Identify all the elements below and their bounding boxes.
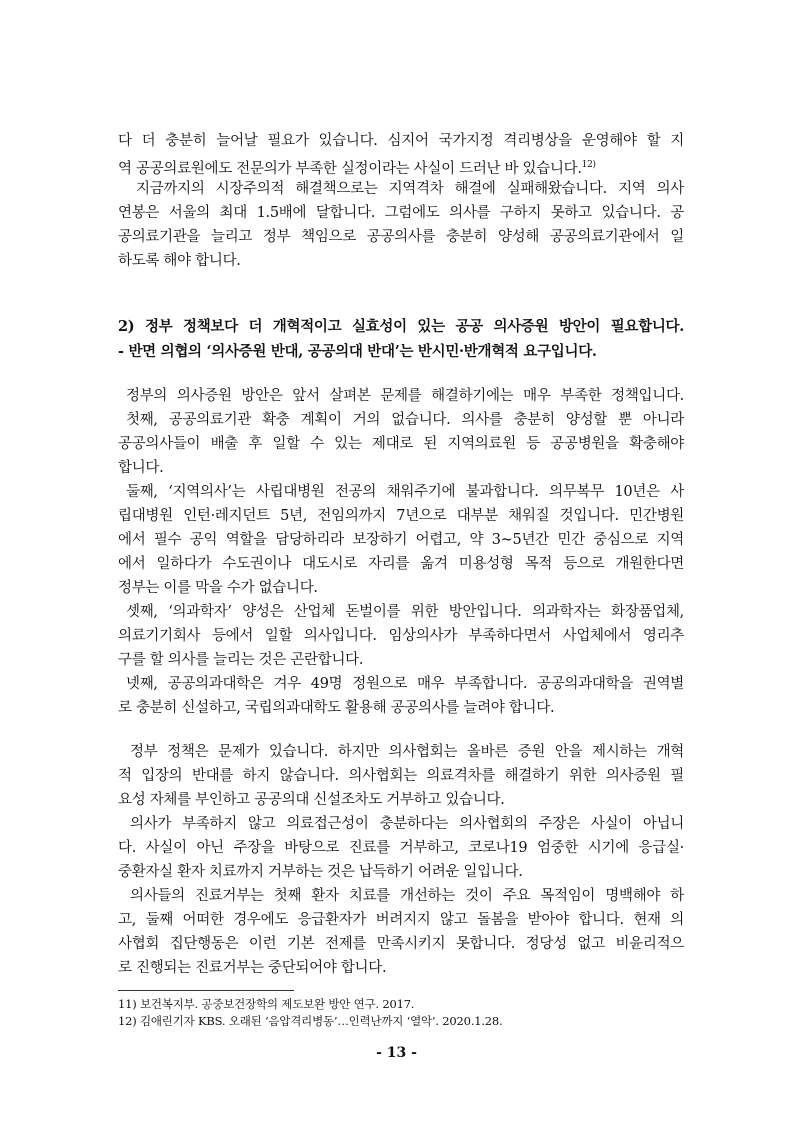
body-text: 역 공공의료원에도 전문의가 부족한 실정이라는 사실이 드러난 바 있습니다.	[118, 161, 582, 177]
body-text-line: 지금까지의 시장주의적 해결책으로는 지역격차 해결에 실패해왔습니다. 지역 의사	[136, 181, 684, 197]
body-text-line: 연봉은 서울의 최대 1.5배에 달합니다. 그럼에도 의사를 구하지 못하고 있습니다. 공	[118, 205, 684, 221]
body-text-line: 정부 정책은 문제가 있습니다. 하지만 의사협회는 올바른 증원 안을 제시하는 개혁	[130, 744, 684, 760]
body-text-line: 립대병원 인턴·레지던트 5년, 전임의까지 7년으로 대부분 채워질 것입니다. 민간병원	[118, 508, 684, 524]
body-text-line	[118, 153, 684, 177]
body-text-line: 로 충분히 신설하고, 국립의과대학도 활용해 공공의사를 늘려야 합니다.	[118, 700, 555, 716]
body-text-line: 고, 둘째 어떠한 경우에도 응급환자가 버려지지 않고 돌봄을 받아야 합니다. 현재 의	[118, 912, 684, 928]
body-text-line: 첫째, 공공의료기관 확충 계획이 거의 없습니다. 의사를 충분히 양성할 뿐 아니라	[126, 412, 684, 428]
section-subheading: - 반면 의협의 ‘의사증원 반대, 공공의대 반대’는 반시민·반개혁적 요구입니다.	[118, 343, 597, 360]
body-text-line: 공공의사들이 배출 후 일할 수 있는 제대로 된 지역의료원 등 공공병원을 확충해야	[118, 436, 684, 452]
body-text-line: 의사들의 진료거부는 첫째 환자 치료를 개선하는 것이 주요 목적임이 명백해야 하	[130, 888, 684, 904]
body-text-line: 다. 사실이 아닌 주장을 바탕으로 진료를 거부하고, 코로나19 엄중한 시기에 응급실·	[118, 840, 684, 856]
footnote-ref: 12)	[581, 160, 596, 170]
body-text-line: 구를 할 의사를 늘리는 것은 곤란합니다.	[118, 652, 364, 668]
body-text-line: 셋째, ‘의과학자’ 양성은 산업체 돈벌이를 위한 방안입니다. 의과학자는 화장품업체,	[126, 604, 684, 620]
body-text-line: 로 진행되는 진료거부는 중단되어야 합니다.	[118, 960, 387, 976]
page-number: - 13 -	[376, 1045, 417, 1061]
footnote-11: 11) 보건복지부. 공중보건장학의 제도보완 방안 연구. 2017.	[118, 997, 415, 1011]
body-text-line: 정부의 의사증원 방안은 앞서 살펴본 문제를 해결하기에는 매우 부족한 정책입니다.	[126, 388, 684, 404]
body-text-line: 넷째, 공공의과대학은 겨우 49명 정원으로 매우 부족합니다. 공공의과대학을 권역별	[126, 676, 684, 692]
body-text-line: 정부는 이를 막을 수가 없습니다.	[118, 580, 318, 596]
body-text-line: 하도록 해야 합니다.	[118, 253, 241, 269]
body-text-line: 요성 자체를 부인하고 공공의대 신설조차도 거부하고 있습니다.	[118, 792, 505, 808]
body-text-line: 의사가 부족하지 않고 의료접근성이 충분하다는 의사협회의 주장은 사실이 아닙니	[130, 816, 684, 832]
body-text-line: 에서 일하다가 수도권이나 대도시로 자리를 옮겨 미용성형 목적 등으로 개원한다면	[118, 556, 684, 572]
body-text-line: 중환자실 환자 치료까지 거부하는 것은 납득하기 어려운 일입니다.	[118, 864, 523, 880]
footnote-divider	[118, 990, 294, 991]
body-text-line: 공의료기관을 늘리고 정부 책임으로 공공의사를 충분히 양성해 공공의료기관에서 일	[118, 229, 684, 245]
body-text-line: 다 더 충분히 늘어날 필요가 있습니다. 심지어 국가지정 격리병상을 운영해야 할 지	[118, 133, 684, 149]
body-text-line: 사협회 집단행동은 이런 기본 전제를 만족시키지 못합니다. 정당성 없고 비윤리적으	[118, 936, 684, 952]
body-text-line: 적 입장의 반대를 하지 않습니다. 의사협회는 의료격차를 해결하기 위한 의사증원 필	[118, 768, 684, 784]
body-text-line: 합니다.	[118, 460, 164, 476]
section-heading: 2) 정부 정책보다 더 개혁적이고 실효성이 있는 공공 의사증원 방안이 필요합니다.	[118, 318, 684, 335]
footnote-12: 12) 김애린기자 KBS. 오래된 ‘음압격리병동’…인력난까지 ‘열악’. 2020.1.28.	[118, 1014, 503, 1028]
body-text-line: 둘째, ‘지역의사’는 사립대병원 전공의 채워주기에 불과합니다. 의무복무 10년은 사	[126, 484, 684, 500]
body-text-line: 의료기기회사 등에서 일할 의사입니다. 임상의사가 부족하다면서 사업체에서 영리추	[118, 628, 684, 644]
body-text-line: 에서 필수 공익 역할을 담당하리라 보장하기 어렵고, 약 3~5년간 민간 중심으로 지역	[118, 532, 684, 548]
